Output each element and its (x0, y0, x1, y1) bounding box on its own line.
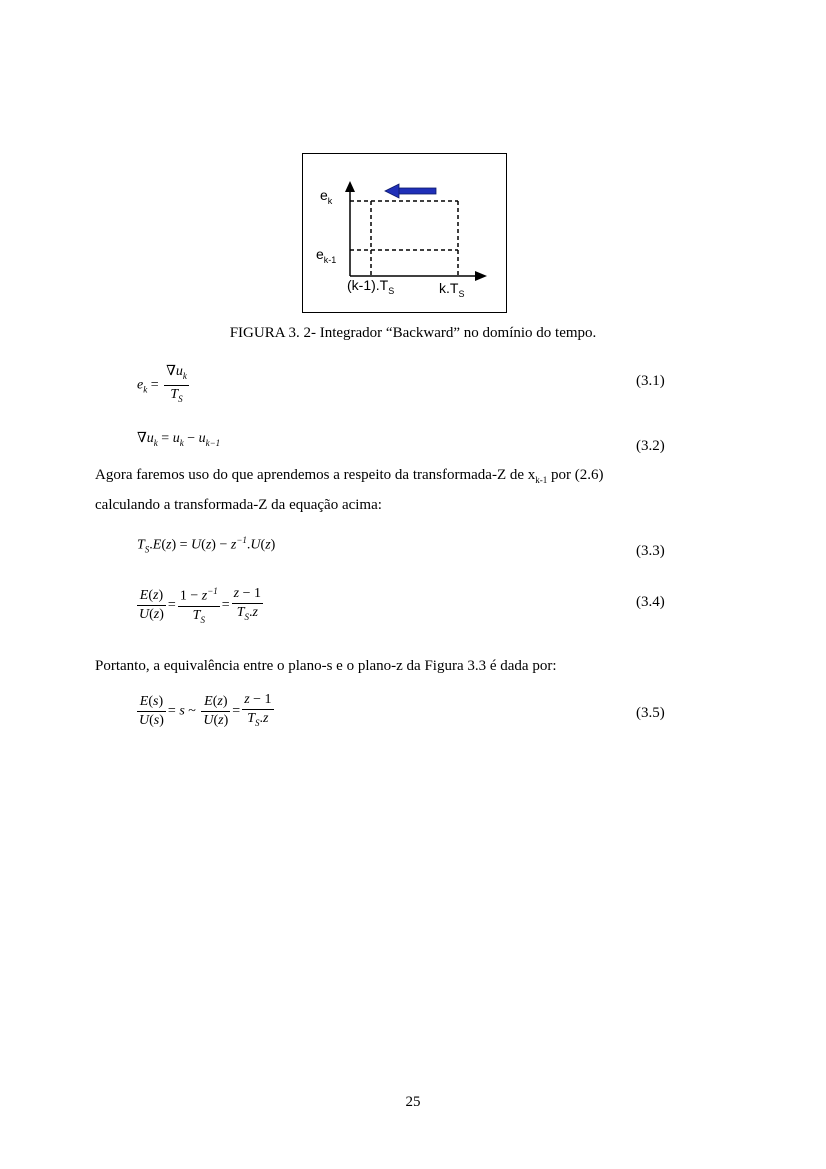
backward-integrator-diagram (303, 154, 508, 314)
equation-number-3-5: (3.5) (636, 705, 665, 721)
label-t2: $k.T_S$ (439, 280, 465, 299)
equation-number-3-2: (3.2) (636, 438, 665, 454)
x-axis-arrowhead (475, 271, 487, 281)
y-axis-arrowhead (345, 181, 355, 192)
equation-3-5: $\frac{E(s)}{U(s)}$ = s ~ $\frac{E(z)}{U(z)}$ = $\frac{z - 1}{T_S.z}$ (139, 692, 272, 728)
equation-3-2: $\nabla u_k = u_k - u_{k-1}$ (137, 431, 221, 448)
label-t1: $(k-1).T_S$ (347, 277, 395, 296)
equation-number-3-3: (3.3) (636, 543, 665, 559)
label-ek: $e_k$ (320, 187, 333, 206)
figure-box (302, 153, 507, 313)
backward-arrow-icon (385, 184, 436, 198)
equation-3-1: $e_k$ = $\frac{\nabla u_k}{T_S}$ (137, 364, 187, 404)
figure-caption: FIGURA 3. 2- Integrador “Backward” no domínio do tempo. (229, 325, 597, 341)
equation-3-3: $T_S.E(z) = U(z) - z^{-1}.U(z)$ (137, 535, 276, 555)
label-ek-1: $e_{k-1}$ (316, 246, 337, 265)
equation-number-3-4: (3.4) (636, 594, 665, 610)
paragraph-transform: Agora faremos uso do que aprendemos a respeito da transformada-Z de $x_{k-1}$ por (2.6) calculando a transformada-Z da equação acima: (95, 467, 604, 513)
paragraph-equivalence: Portanto, a equivalência entre o plano-s e o plano-z da Figura 3.3 é dada por: (95, 658, 557, 674)
equation-number-3-1: (3.1) (636, 373, 665, 389)
page-number: 25 (405, 1094, 421, 1110)
equation-3-4: $\frac{E(z)}{U(z)}$ = $\frac{1 - z^{-1}}{T_S}$ = $\frac{z - 1}{T_S.z}$ (135, 583, 265, 627)
